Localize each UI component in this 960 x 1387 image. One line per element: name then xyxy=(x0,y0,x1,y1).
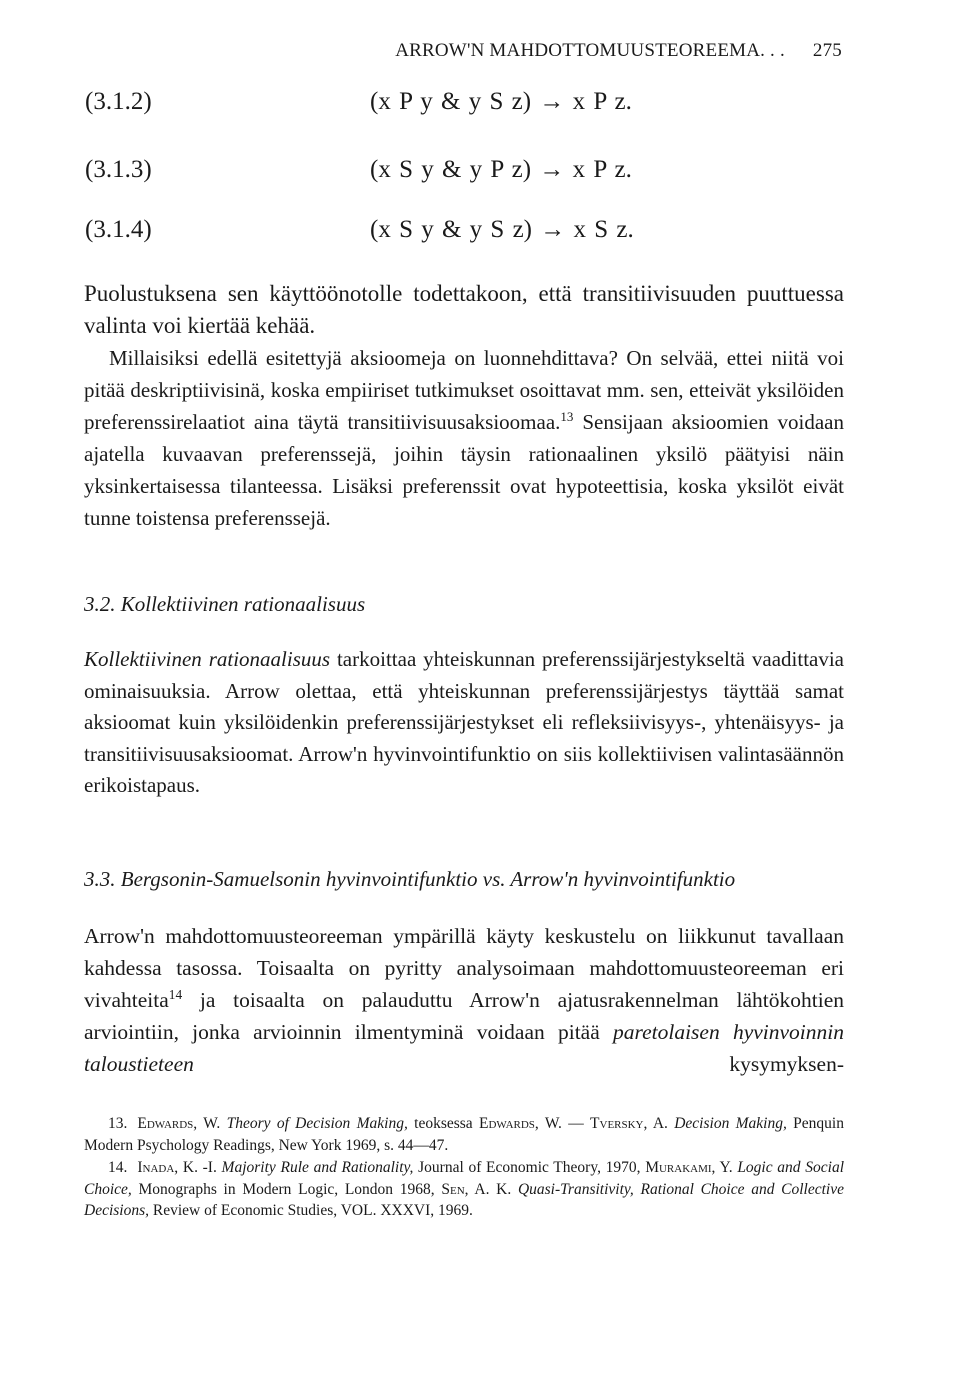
paragraph-text: tarkoittaa yhteiskunnan preferenssijärjestykseltä vaadittavia ominaisuuksia. Arrow olettaa, että yhteiskunnan preferenssijärjestys täyttää samat aksioomat kuin yksilöidenkin preferenssijärjestykset eli refleksiivisyys-, yhtenäisyys- ja transitiivisuusaksioomat. Arrow'n hyvinvointifunktio on siis kollektiivisen valintasäännön erikoistapaus. xyxy=(84,647,844,797)
section-heading-3-3 xyxy=(84,867,735,892)
formula-3-1-4 xyxy=(85,216,785,250)
footnote-title: Quasi-Transitivity, Rational Choice and Collective Decisions, xyxy=(84,1180,845,1219)
footnote-ref-13[interactable]: 13 xyxy=(560,409,574,425)
footnote-author: Inada, K. -I. xyxy=(137,1159,217,1176)
section-heading-3-2 xyxy=(84,592,365,617)
footnote-author: Edwards, W. xyxy=(479,1115,562,1132)
footnote-text: teoksessa xyxy=(407,1115,479,1132)
footnote-text: Journal of Economic Theory, 1970, xyxy=(413,1159,646,1176)
formula-number: (3.1.3) xyxy=(85,156,152,183)
paragraph-text: ja toisaalta on palauduttu Arrow'n ajatusrakennelman lähtökohtien arviointiin, jonka arvioinnin ilmentyminä voidaan pitää xyxy=(84,988,844,1044)
footnote-text: Review of Economic Studies, VOL. XXXVI, 1969. xyxy=(149,1202,473,1219)
paragraph-transitivity-defense: Puolustuksena sen käyttöönotolle todettakoon, että transitiivisuuden puuttuessa valinta voi kiertää kehää. xyxy=(84,281,844,338)
italic-phrase: paretolaisen hyvinvoinnin taloustieteen xyxy=(84,1020,844,1076)
footnote-text: Monographs in Modern Logic, London 1968, xyxy=(131,1180,442,1198)
section-title: Bergsonin-Samuelsonin hyvinvointifunktio vs. Arrow'n hyvinvointifunktio xyxy=(120,867,736,891)
footnote-13 xyxy=(84,1113,844,1156)
formula-3-1-3 xyxy=(85,156,785,190)
footnote-title: Theory of Decision Making, xyxy=(226,1115,408,1132)
paragraph-arrow-discussion xyxy=(84,920,844,1080)
paragraph-text: Sensijaan aksioomien voidaan ajatella kuvaavan preferenssejä, joihin täysin rationaalinen yksilö päätyisi näin yksinkertaisessa tilanteessa. Lisäksi preferenssit ovat hypoteettisia, koska yksilöt eivät tunne toistensa preferenssejä. xyxy=(84,410,845,530)
paragraph-text: Millaisiksi edellä esitettyjä aksioomeja on luonnehdittava? On selvää, ettei niitä voi pitää deskriptiivisinä, koska empiiriset tutkimukset osoittavat mm. sen, etteivät yksilöiden preferenssirelaatiot aina täytä transitiivisuusaksioomaa. xyxy=(84,346,844,434)
running-title: ARROW'N MAHDOTTOMUUSTEOREEMA. . . xyxy=(395,40,785,61)
paragraph-text: kysymyksen- xyxy=(193,1052,844,1076)
defined-term: Kollektiivinen rationaalisuus xyxy=(84,647,331,671)
footnote-author: Sen, A. K. xyxy=(441,1180,512,1198)
footnote-title: Majority Rule and Rationality, xyxy=(221,1159,414,1176)
page-number: 275 xyxy=(812,40,842,61)
footnote-author: Edwards, W. xyxy=(137,1115,221,1132)
formula-number: (3.1.2) xyxy=(85,88,152,115)
section-number: 3.3. xyxy=(84,867,116,891)
formula-expression: (x P y & y S z) → x P z. xyxy=(370,88,632,115)
paragraph-axioms-characterization xyxy=(84,342,844,534)
paragraph-text: Arrow'n mahdottomuusteoreeman ympärillä käyty keskustelu on liikkunut tavallaan kahdessa tasossa. Toisaalta on pyritty analysoimaan mahdottomuusteoreeman eri vivahteita xyxy=(84,924,844,1012)
footnote-text: Penquin Modern Psychology Readings, New York 1969, s. 44—47. xyxy=(84,1115,844,1154)
footnote-author: Tversky, A. xyxy=(590,1115,668,1132)
running-header xyxy=(0,40,842,62)
paragraph-collective-rationality xyxy=(84,644,844,802)
footnote-text: — xyxy=(561,1115,591,1132)
formula-expression: (x S y & y S z) → x S z. xyxy=(370,216,634,243)
formula-3-1-2 xyxy=(85,88,785,122)
footnote-number: 13. xyxy=(108,1115,128,1132)
formula-expression: (x S y & y P z) → x P z. xyxy=(370,156,632,183)
footnote-author: Murakami, Y. xyxy=(645,1159,733,1176)
section-number: 3.2. xyxy=(84,592,116,616)
footnote-14 xyxy=(84,1157,844,1222)
section-title: Kollektiivinen rationaalisuus xyxy=(120,592,366,616)
footnote-title: Logic and Social Choice, xyxy=(84,1159,844,1198)
footnote-ref-14[interactable]: 14 xyxy=(168,987,183,1003)
footnote-title: Decision Making, xyxy=(674,1115,787,1132)
footnote-number: 14. xyxy=(108,1159,128,1176)
formula-number: (3.1.4) xyxy=(85,216,152,243)
